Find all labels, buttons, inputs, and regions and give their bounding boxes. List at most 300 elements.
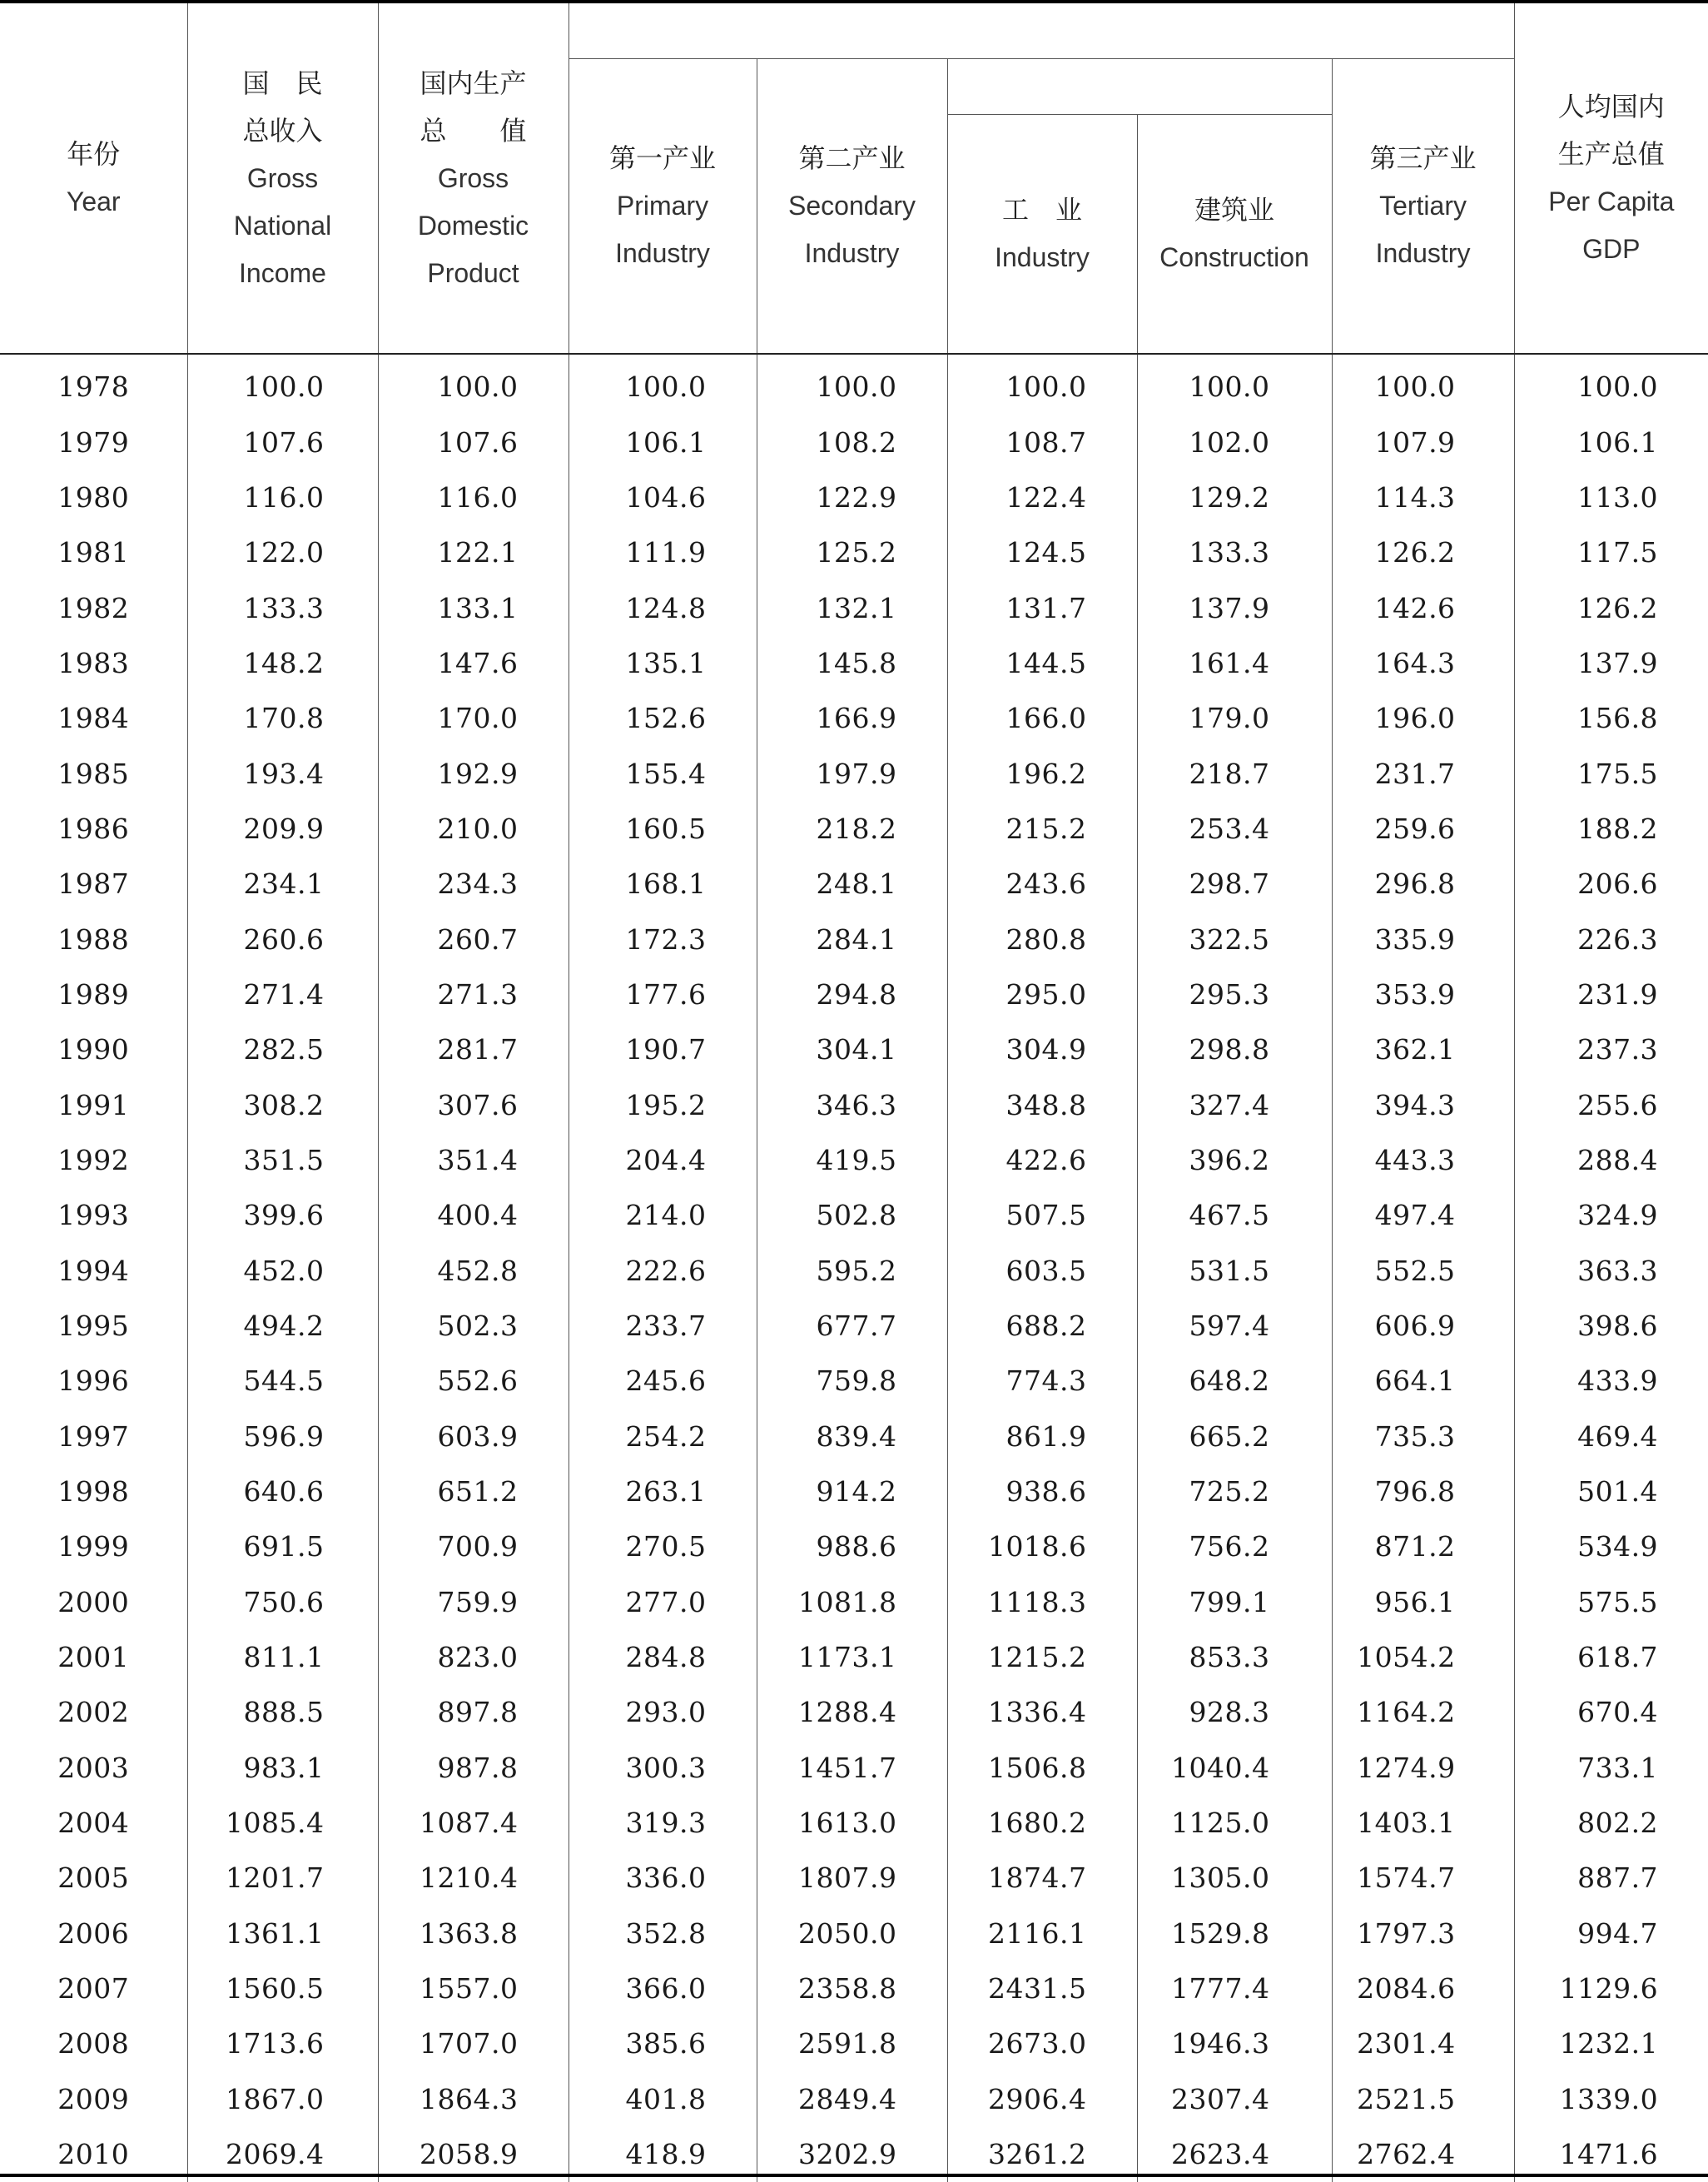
value-cell <box>187 1906 378 1961</box>
value-cell <box>757 1299 947 1354</box>
value-cell <box>1137 746 1332 801</box>
value-text: 1274.9 <box>1357 1751 1456 1784</box>
value-cell <box>378 1354 569 1409</box>
value-text: 226.3 <box>1577 922 1659 956</box>
value-cell <box>1332 746 1514 801</box>
year-cell: 1982 <box>0 580 187 635</box>
value-cell <box>569 967 757 1022</box>
value-text: 137.9 <box>1577 646 1659 679</box>
year-cell: 1986 <box>0 802 187 857</box>
value-text: 618.7 <box>1577 1641 1659 1674</box>
value-text: 108.7 <box>1005 425 1087 459</box>
header-primary-en-2: Industry <box>615 238 710 268</box>
value-text: 823.0 <box>437 1641 519 1674</box>
value-text: 126.2 <box>1374 536 1456 569</box>
value-text: 733.1 <box>1577 1751 1659 1784</box>
value-text: 398.6 <box>1577 1310 1659 1343</box>
value-cell <box>947 1906 1137 1961</box>
year-cell: 2010 <box>0 2127 187 2182</box>
value-text: 664.1 <box>1374 1364 1456 1398</box>
value-cell <box>569 1685 757 1740</box>
value-cell <box>187 1244 378 1299</box>
value-text: 336.0 <box>625 1861 707 1895</box>
value-cell <box>1514 415 1708 470</box>
value-text: 260.7 <box>437 922 519 956</box>
year-cell: 1988 <box>0 912 187 967</box>
table-row <box>0 967 1708 1022</box>
value-text: 1574.7 <box>1357 1861 1456 1895</box>
value-cell <box>1332 912 1514 967</box>
value-cell <box>947 1685 1137 1740</box>
year-cell: 1980 <box>0 470 187 525</box>
header-secondary-zh: 第二产业 <box>798 142 906 174</box>
value-cell <box>1332 525 1514 580</box>
value-cell <box>757 1796 947 1851</box>
value-text: 467.5 <box>1189 1199 1270 1232</box>
value-text: 106.1 <box>1577 425 1659 459</box>
value-text: 552.5 <box>1374 1254 1456 1287</box>
value-cell <box>569 1299 757 1354</box>
value-cell <box>1514 967 1708 1022</box>
value-text: 233.7 <box>625 1310 707 1343</box>
header-primary-en-1: Primary <box>616 191 709 221</box>
value-text: 106.1 <box>625 425 707 459</box>
value-text: 156.8 <box>1577 702 1659 735</box>
value-text: 552.6 <box>437 1364 519 1398</box>
value-text: 688.2 <box>1005 1310 1087 1343</box>
value-text: 1164.2 <box>1357 1696 1456 1729</box>
value-text: 271.3 <box>437 977 519 1011</box>
value-text: 129.2 <box>1189 480 1270 514</box>
value-text: 122.9 <box>816 480 897 514</box>
value-cell <box>569 470 757 525</box>
value-cell <box>1332 1906 1514 1961</box>
table-row <box>0 525 1708 580</box>
value-cell <box>947 1630 1137 1685</box>
value-cell <box>1137 1906 1332 1961</box>
value-cell <box>1137 967 1332 1022</box>
value-text: 928.3 <box>1189 1696 1270 1729</box>
header-industry <box>947 115 1137 355</box>
value-text: 606.9 <box>1374 1310 1456 1343</box>
value-text: 811.1 <box>243 1641 325 1674</box>
year-cell: 1984 <box>0 691 187 746</box>
table-row <box>0 1741 1708 1796</box>
value-cell <box>1137 1851 1332 1906</box>
value-text: 348.8 <box>1005 1088 1087 1121</box>
value-text: 254.2 <box>625 1419 707 1453</box>
value-cell <box>1332 1409 1514 1464</box>
table-row <box>0 1575 1708 1630</box>
value-cell <box>378 580 569 635</box>
value-cell <box>1137 691 1332 746</box>
table-row <box>0 1244 1708 1299</box>
value-cell <box>1332 2016 1514 2071</box>
value-cell <box>378 2072 569 2127</box>
value-text: 353.9 <box>1374 977 1456 1011</box>
value-cell <box>1137 2072 1332 2127</box>
value-text: 2591.8 <box>798 2027 897 2060</box>
value-cell <box>569 1851 757 1906</box>
value-cell <box>757 2072 947 2127</box>
value-text: 135.1 <box>625 646 707 679</box>
value-text: 161.4 <box>1189 646 1270 679</box>
value-cell <box>947 1575 1137 1630</box>
value-cell <box>378 857 569 912</box>
value-cell <box>187 1409 378 1464</box>
value-cell <box>1137 1630 1332 1685</box>
value-cell <box>378 354 569 415</box>
value-text: 640.6 <box>243 1475 325 1509</box>
value-cell <box>1514 1851 1708 1906</box>
value-cell <box>378 1961 569 2016</box>
value-text: 603.9 <box>437 1419 519 1453</box>
value-text: 190.7 <box>625 1033 707 1066</box>
table-row <box>0 2016 1708 2071</box>
year-cell: 1994 <box>0 1244 187 1299</box>
value-text: 2431.5 <box>988 1972 1087 2006</box>
value-cell <box>569 1464 757 1519</box>
value-text: 2849.4 <box>798 2082 897 2115</box>
header-tertiary-en-1: Tertiary <box>1379 191 1467 221</box>
value-cell <box>378 1741 569 1796</box>
value-cell <box>1514 802 1708 857</box>
value-text: 104.6 <box>625 480 707 514</box>
value-text: 295.0 <box>1005 977 1087 1011</box>
value-cell <box>569 1796 757 1851</box>
value-text: 113.0 <box>1577 480 1659 514</box>
value-text: 133.3 <box>243 591 325 624</box>
value-cell <box>947 1077 1137 1132</box>
value-text: 2116.1 <box>988 1916 1087 1950</box>
value-cell <box>569 1741 757 1796</box>
value-text: 335.9 <box>1374 922 1456 956</box>
header-year <box>0 2 187 354</box>
value-text: 133.3 <box>1189 536 1270 569</box>
value-cell <box>1332 691 1514 746</box>
value-text: 897.8 <box>437 1696 519 1729</box>
year-cell: 1987 <box>0 857 187 912</box>
value-text: 132.1 <box>816 591 897 624</box>
value-text: 401.8 <box>625 2082 707 2115</box>
header-secondary <box>757 59 947 355</box>
header-tertiary-en-2: Industry <box>1375 238 1471 268</box>
value-text: 281.7 <box>437 1033 519 1066</box>
value-text: 861.9 <box>1005 1419 1087 1453</box>
value-cell <box>1137 1244 1332 1299</box>
value-cell <box>187 857 378 912</box>
value-cell <box>1332 470 1514 525</box>
table-row <box>0 580 1708 635</box>
year-cell: 2006 <box>0 1906 187 1961</box>
value-text: 2521.5 <box>1357 2082 1456 2115</box>
header-gni-zh-2: 总收入 <box>242 114 323 147</box>
value-text: 1305.0 <box>1171 1861 1270 1895</box>
header-secondary-subgroup-spacer <box>947 59 1332 115</box>
value-text: 107.6 <box>437 425 519 459</box>
value-cell <box>947 912 1137 967</box>
table-row <box>0 1961 1708 2016</box>
value-cell <box>1514 1354 1708 1409</box>
value-cell <box>187 415 378 470</box>
value-cell <box>187 525 378 580</box>
value-cell <box>1137 1409 1332 1464</box>
value-cell <box>569 746 757 801</box>
value-text: 1087.4 <box>420 1807 519 1840</box>
value-text: 3261.2 <box>988 2138 1087 2171</box>
value-cell <box>1137 857 1332 912</box>
table-row <box>0 1299 1708 1354</box>
value-text: 2058.9 <box>420 2138 519 2171</box>
value-text: 166.9 <box>816 702 897 735</box>
year-cell: 1995 <box>0 1299 187 1354</box>
value-text: 3202.9 <box>798 2138 897 2171</box>
value-cell <box>1137 1464 1332 1519</box>
value-text: 116.0 <box>437 480 519 514</box>
value-text: 756.2 <box>1189 1530 1270 1563</box>
value-text: 293.0 <box>625 1696 707 1729</box>
value-text: 691.5 <box>243 1530 325 1563</box>
value-text: 107.9 <box>1374 425 1456 459</box>
value-cell <box>947 1796 1137 1851</box>
value-text: 988.6 <box>816 1530 897 1563</box>
value-cell <box>378 1133 569 1188</box>
value-text: 145.8 <box>816 646 897 679</box>
value-cell <box>1332 1851 1514 1906</box>
value-cell <box>947 1464 1137 1519</box>
value-cell <box>1332 1077 1514 1132</box>
table-row <box>0 1022 1708 1077</box>
value-cell <box>1514 1630 1708 1685</box>
value-cell <box>1514 1906 1708 1961</box>
value-cell <box>1137 1519 1332 1574</box>
value-text: 179.0 <box>1189 702 1270 735</box>
value-cell <box>378 1519 569 1574</box>
value-cell <box>1514 1299 1708 1354</box>
header-gdp <box>378 2 569 354</box>
value-cell <box>757 1575 947 1630</box>
value-text: 1403.1 <box>1357 1807 1456 1840</box>
value-cell <box>569 415 757 470</box>
value-cell <box>378 1244 569 1299</box>
value-text: 544.5 <box>243 1364 325 1398</box>
value-text: 308.2 <box>243 1088 325 1121</box>
value-text: 1339.0 <box>1559 2082 1659 2115</box>
value-cell <box>757 1630 947 1685</box>
header-spacer <box>569 2 1514 59</box>
value-text: 2307.4 <box>1171 2082 1270 2115</box>
value-text: 1288.4 <box>798 1696 897 1729</box>
value-text: 665.2 <box>1189 1419 1270 1453</box>
header-construction <box>1137 115 1332 355</box>
value-text: 100.0 <box>243 370 325 404</box>
value-cell <box>569 1022 757 1077</box>
value-cell <box>757 967 947 1022</box>
value-cell <box>569 1409 757 1464</box>
value-text: 170.8 <box>243 702 325 735</box>
value-cell <box>569 1133 757 1188</box>
value-text: 603.5 <box>1005 1254 1087 1287</box>
value-text: 853.3 <box>1189 1641 1270 1674</box>
value-cell <box>1137 415 1332 470</box>
value-text: 1506.8 <box>988 1751 1087 1784</box>
value-cell <box>1137 2016 1332 2071</box>
value-cell <box>569 691 757 746</box>
value-text: 1680.2 <box>988 1807 1087 1840</box>
value-cell <box>947 691 1137 746</box>
value-text: 284.1 <box>816 922 897 956</box>
value-text: 352.8 <box>625 1916 707 1950</box>
value-cell <box>187 1188 378 1243</box>
value-cell <box>947 967 1137 1022</box>
value-text: 1529.8 <box>1171 1916 1270 1950</box>
value-cell <box>1332 1630 1514 1685</box>
table-row <box>0 636 1708 691</box>
value-cell <box>1137 1685 1332 1740</box>
value-text: 142.6 <box>1374 591 1456 624</box>
value-text: 396.2 <box>1189 1143 1270 1176</box>
header-year-en: Year <box>66 186 121 216</box>
value-cell <box>378 1851 569 1906</box>
value-cell <box>757 1851 947 1906</box>
value-text: 1118.3 <box>988 1585 1087 1618</box>
value-text: 324.9 <box>1577 1199 1659 1232</box>
value-text: 177.6 <box>625 977 707 1011</box>
value-text: 1125.0 <box>1171 1807 1270 1840</box>
header-gni <box>187 2 378 354</box>
value-cell <box>757 1519 947 1574</box>
value-cell <box>757 1961 947 2016</box>
value-cell <box>1332 1685 1514 1740</box>
value-text: 172.3 <box>625 922 707 956</box>
value-cell <box>1514 1796 1708 1851</box>
value-cell <box>1514 1685 1708 1740</box>
value-text: 1336.4 <box>988 1696 1087 1729</box>
value-cell <box>569 636 757 691</box>
value-cell <box>1137 470 1332 525</box>
value-text: 531.5 <box>1189 1254 1270 1287</box>
table-row <box>0 1077 1708 1132</box>
value-text: 307.6 <box>437 1088 519 1121</box>
value-text: 288.4 <box>1577 1143 1659 1176</box>
value-text: 164.3 <box>1374 646 1456 679</box>
table-row <box>0 2072 1708 2127</box>
table-row <box>0 1188 1708 1243</box>
value-cell <box>378 1077 569 1132</box>
value-text: 759.9 <box>437 1585 519 1618</box>
value-text: 234.3 <box>437 867 519 901</box>
year-cell: 1993 <box>0 1188 187 1243</box>
value-cell <box>187 1077 378 1132</box>
value-cell <box>378 1575 569 1630</box>
year-cell: 2003 <box>0 1741 187 1796</box>
value-text: 2673.0 <box>988 2027 1087 2060</box>
value-text: 1807.9 <box>798 1861 897 1895</box>
table-row <box>0 1464 1708 1519</box>
value-cell <box>378 1685 569 1740</box>
value-cell <box>947 1299 1137 1354</box>
value-cell <box>757 636 947 691</box>
header-primary-zh: 第一产业 <box>608 142 716 174</box>
table-header <box>0 2 1708 354</box>
value-text: 243.6 <box>1005 867 1087 901</box>
year-cell: 1983 <box>0 636 187 691</box>
value-text: 2069.4 <box>226 2138 325 2171</box>
value-cell <box>1137 1961 1332 2016</box>
value-text: 231.7 <box>1374 757 1456 790</box>
value-cell <box>1137 802 1332 857</box>
value-cell <box>378 415 569 470</box>
header-gdp-zh-2: 总 值 <box>420 114 527 147</box>
header-gdp-en-1: Gross <box>437 162 509 193</box>
value-text: 298.8 <box>1189 1033 1270 1066</box>
bottom-rule <box>0 2174 1708 2177</box>
table-row <box>0 1519 1708 1574</box>
value-cell <box>757 1685 947 1740</box>
value-text: 725.2 <box>1189 1475 1270 1509</box>
year-cell: 2008 <box>0 2016 187 2071</box>
value-text: 175.5 <box>1577 757 1659 790</box>
value-cell <box>569 1906 757 1961</box>
value-cell <box>187 912 378 967</box>
value-text: 133.1 <box>437 591 519 624</box>
value-text: 469.4 <box>1577 1419 1659 1453</box>
table-row <box>0 1906 1708 1961</box>
value-text: 1707.0 <box>420 2027 519 2060</box>
value-cell <box>187 967 378 1022</box>
value-cell <box>1514 636 1708 691</box>
header-gdp-en-3: Product <box>427 257 519 288</box>
value-text: 137.9 <box>1189 591 1270 624</box>
value-cell <box>378 470 569 525</box>
value-text: 799.1 <box>1189 1585 1270 1618</box>
value-text: 296.8 <box>1374 867 1456 901</box>
value-text: 155.4 <box>625 757 707 790</box>
value-cell <box>947 857 1137 912</box>
year-cell: 1985 <box>0 746 187 801</box>
value-text: 259.6 <box>1374 812 1456 845</box>
value-text: 263.1 <box>625 1475 707 1509</box>
value-text: 1874.7 <box>988 1861 1087 1895</box>
value-text: 1946.3 <box>1171 2027 1270 2060</box>
value-cell <box>187 580 378 635</box>
value-cell <box>187 1851 378 1906</box>
table-row <box>0 691 1708 746</box>
value-text: 1173.1 <box>798 1641 897 1674</box>
value-text: 277.0 <box>625 1585 707 1618</box>
value-cell <box>1137 1299 1332 1354</box>
value-text: 596.9 <box>243 1419 325 1453</box>
value-text: 419.5 <box>816 1143 897 1176</box>
value-text: 1018.6 <box>988 1530 1087 1563</box>
value-cell <box>947 525 1137 580</box>
value-cell <box>187 1464 378 1519</box>
header-gni-zh-1: 国 民 <box>242 67 323 99</box>
value-cell <box>757 802 947 857</box>
value-cell <box>757 1354 947 1409</box>
value-cell <box>757 1409 947 1464</box>
value-text: 206.6 <box>1577 867 1659 901</box>
year-cell: 1989 <box>0 967 187 1022</box>
header-per-capita-en-2: GDP <box>1582 234 1641 264</box>
value-text: 218.7 <box>1189 757 1270 790</box>
value-cell <box>378 802 569 857</box>
value-cell <box>1332 967 1514 1022</box>
value-text: 501.4 <box>1577 1475 1659 1509</box>
value-text: 595.2 <box>816 1254 897 1287</box>
value-text: 796.8 <box>1374 1475 1456 1509</box>
value-cell <box>569 1519 757 1574</box>
